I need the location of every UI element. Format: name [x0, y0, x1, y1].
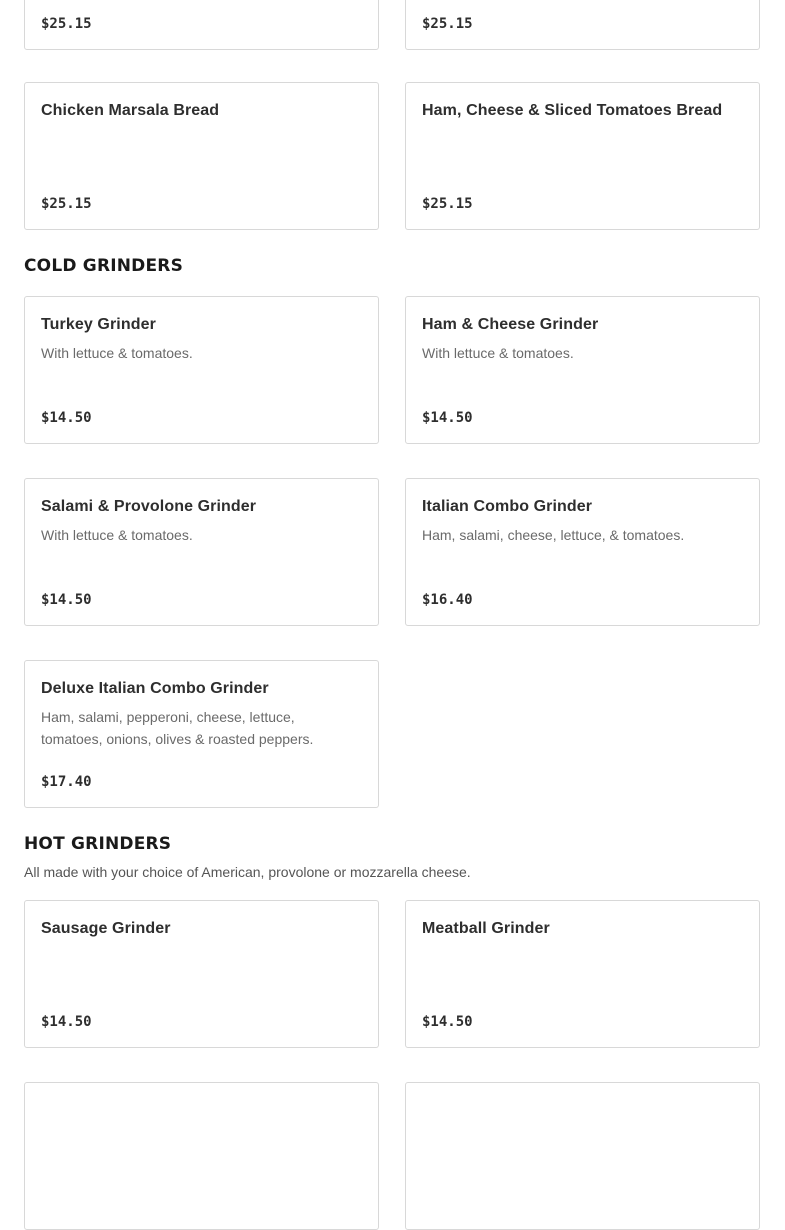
item-name: Ham & Cheese Grinder — [422, 316, 599, 333]
menu-item-card[interactable] — [24, 296, 379, 444]
item-name: Chicken Marsala Bread — [41, 102, 220, 119]
item-description: Ham, salami, cheese, lettuce, & tomatoes. — [422, 527, 685, 543]
menu-item-card[interactable] — [405, 900, 760, 1048]
item-name: Sausage Grinder — [41, 920, 171, 937]
item-price: $14.50 — [422, 1014, 473, 1030]
menu-item-card[interactable] — [405, 82, 760, 230]
item-name: Deluxe Italian Combo Grinder — [41, 680, 269, 697]
menu-item-card[interactable] — [405, 478, 760, 626]
item-price: $14.50 — [41, 1014, 92, 1030]
section-title-cold-grinders: COLD GRINDERS — [24, 256, 184, 276]
item-name: Turkey Grinder — [41, 316, 156, 333]
item-name: Meatball Grinder — [422, 920, 550, 937]
section-title-hot-grinders: HOT GRINDERS — [24, 834, 172, 854]
item-price: $25.15 — [422, 16, 473, 32]
item-price: $14.50 — [41, 592, 92, 608]
item-description: With lettuce & tomatoes. — [41, 527, 193, 543]
item-price: $25.15 — [422, 196, 473, 212]
item-price: $14.50 — [422, 410, 473, 426]
item-price: $17.40 — [41, 774, 92, 790]
item-name: Ham, Cheese & Sliced Tomatoes Bread — [422, 102, 723, 119]
item-price: $25.15 — [41, 196, 92, 212]
menu-item-card[interactable] — [405, 1082, 760, 1230]
menu-item-card[interactable] — [24, 660, 379, 808]
item-price: $14.50 — [41, 410, 92, 426]
item-name: Italian Combo Grinder — [422, 498, 593, 515]
item-description: Ham, salami, pepperoni, cheese, lettuce, tomatoes, onions, olives & roasted peppers. — [41, 709, 314, 747]
menu-item-card[interactable] — [405, 296, 760, 444]
item-description: With lettuce & tomatoes. — [41, 345, 193, 361]
menu-item-card[interactable] — [24, 900, 379, 1048]
menu-item-card[interactable] — [405, 0, 760, 50]
item-price: $16.40 — [422, 592, 473, 608]
menu-item-card[interactable] — [24, 1082, 379, 1230]
menu-item-card[interactable] — [24, 82, 379, 230]
section-subtitle: All made with your choice of American, provolone or mozzarella cheese. — [24, 864, 471, 880]
menu-item-card[interactable] — [24, 0, 379, 50]
item-name: Salami & Provolone Grinder — [41, 498, 257, 515]
item-description: With lettuce & tomatoes. — [422, 345, 574, 361]
item-price: $25.15 — [41, 16, 92, 32]
menu-item-card[interactable] — [24, 478, 379, 626]
